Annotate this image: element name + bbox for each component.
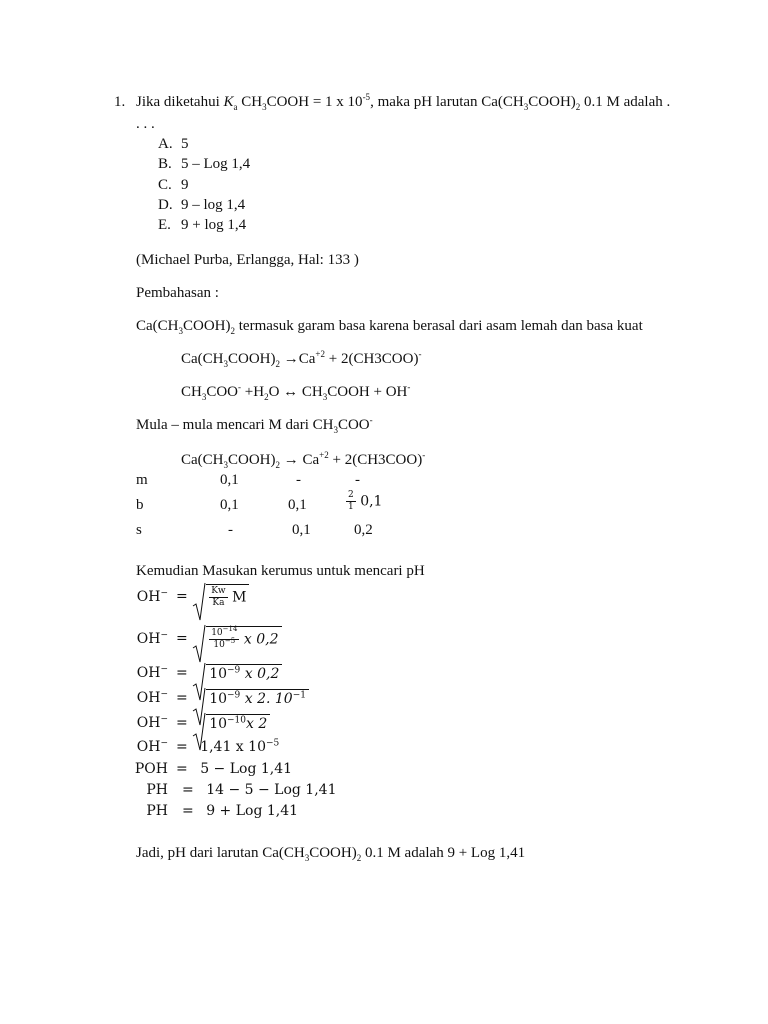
row-m-v2: - xyxy=(296,472,301,488)
step-5: OH− = $10^{-10}x$ 2 xyxy=(106,714,270,732)
row-s-v1: - xyxy=(228,522,233,538)
step-2: OH− = $\frac{10^{-14}}{10^{-5}}$ x 0,2 xyxy=(106,626,282,651)
mole-ratio-fraction: $\frac{2}{1}$ xyxy=(348,490,354,512)
row-b-v3: $\frac{2}{1}$ 0,1 xyxy=(348,490,383,512)
step-7: POH = 5 − Log 1,41 xyxy=(134,761,293,777)
row-b-v1: 0,1 xyxy=(220,497,239,513)
question-stem-continuation: . . . xyxy=(136,116,155,132)
option-e: E. 9 + log 1,4 xyxy=(158,217,247,233)
question-stem: Jika diketahui $K_a$ $CH_3COOH = 1$ x $10^{-5}$, maka pH larutan $Ca(CH_3COOH)_2$ 0.1 M adalah . xyxy=(136,92,671,112)
step-1: OH− = $\frac{Kw}{Ka}$ M xyxy=(106,584,249,609)
sqrt-1: $\frac{Kw}{Ka}$ M xyxy=(192,584,249,609)
step-9: PH = 9 + Log 1,41 xyxy=(146,803,299,819)
row-s-v2: 0,1 xyxy=(292,522,311,538)
row-m-label: m xyxy=(136,472,148,488)
kemudian-text: Kemudian Masukan kerumus untuk mencari pH xyxy=(136,563,425,579)
option-a: A. 5 xyxy=(158,136,189,152)
sqrt-5: $10^{-10}x$ 2 xyxy=(192,714,270,732)
row-s-v3: 0,2 xyxy=(354,522,373,538)
step-3: OH− = $10^{-9}$ x 0,2 xyxy=(106,664,282,682)
mula-text: Mula – mula mencari M dari $CH_3COO^-$ xyxy=(136,415,373,435)
row-b-label: b xyxy=(136,497,144,513)
pembahasan-heading: Pembahasan : xyxy=(136,285,219,301)
sqrt-3: $10^{-9}$ x 0,2 xyxy=(192,664,282,682)
reaction-hydrolysis: $CH_3COO^- +H_2O$ ↔ $CH_3COOH + OH^-$ xyxy=(181,382,411,402)
intro-text: $Ca(CH_3COOH)_2$ termasuk garam basa karena berasal dari asam lemah dan basa kuat xyxy=(136,318,643,336)
conclusion-text: Jadi, pH dari larutan $Ca(CH_3COOH)_2$ 0.1 M adalah 9 + Log 1,41 xyxy=(136,845,526,863)
row-m-v1: 0,1 xyxy=(220,472,239,488)
sqrt-4: $10^{-9}$ x 2. $10^{-1}$ xyxy=(192,689,309,707)
option-b: B. 5 – Log 1,4 xyxy=(158,156,251,172)
sqrt-2: $\frac{10^{-14}}{10^{-5}}$ x 0,2 xyxy=(192,626,281,651)
row-b-v2: 0,1 xyxy=(288,497,307,513)
question-number: 1. xyxy=(114,94,126,110)
reaction-dissociation: $Ca(CH_3COOH)_2 \to Ca^{+2} + 2(CH3COO)^-$ xyxy=(181,349,422,369)
step-4: OH− = $10^{-9}$ x 2. $10^{-1}$ xyxy=(106,689,309,707)
row-s-label: s xyxy=(136,522,142,538)
option-d: D. 9 – log 1,4 xyxy=(158,197,246,213)
step-8: PH = 14 − 5 − Log 1,41 xyxy=(146,782,337,798)
step-6: OH− = 1,41 x $10^{-5}$ xyxy=(136,738,280,755)
source-citation: (Michael Purba, Erlangga, Hal: 133 ) xyxy=(136,252,359,268)
reaction-mbs: $Ca(CH_3COOH)_2 \to Ca^{+2} + 2(CH3COO)^-$ xyxy=(181,450,426,470)
row-m-v3: - xyxy=(355,472,360,488)
option-c: C. 9 xyxy=(158,177,189,193)
